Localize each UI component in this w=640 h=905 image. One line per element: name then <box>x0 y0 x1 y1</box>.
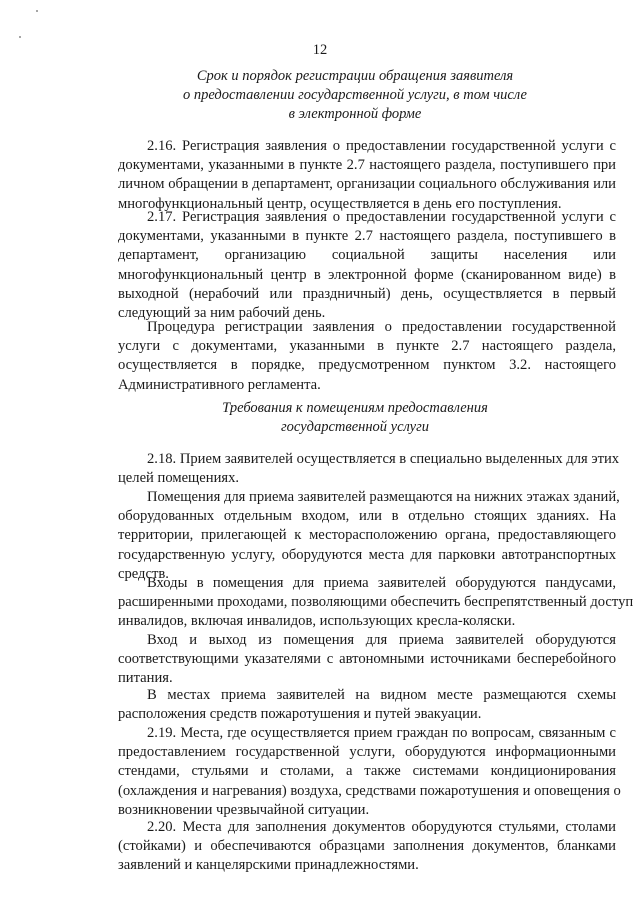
paragraph-line: территории, прилегающей к месторасположению органа, предоставляющего <box>118 527 616 544</box>
heading-line: о предоставлении государственной услуги, в том числе <box>182 87 527 103</box>
paragraph-2-20 <box>118 818 616 876</box>
paragraph-line: осуществляется в порядке, предусмотренном пунктом 3.2. настоящего <box>118 357 616 374</box>
paragraph-line: предоставлением государственной услуги, оборудуются информационными <box>118 744 616 761</box>
paragraph-2-18 <box>118 450 620 488</box>
paragraph-line: питания. <box>118 670 173 687</box>
paragraph-line: оборудованных отдельным входом, или в отдельно стоящих зданиях. На <box>118 508 616 525</box>
paragraph-line: соответствующими указателями с автономными источниками бесперебойного <box>118 651 616 668</box>
paragraph-line: департамент, организацию социальной защиты населения или <box>118 247 616 264</box>
paragraph-2-19 <box>118 724 621 820</box>
paragraph-line: 2.18. Прием заявителей осуществляется в специально выделенных для этих <box>147 451 620 467</box>
paragraph-line: стендами, стульями и столами, а также системами кондиционирования <box>118 763 616 780</box>
paragraph-line: государственную услугу, оборудуются места для парковки автотранспортных <box>118 546 616 563</box>
paragraph-line: заявлений и канцелярскими принадлежностями. <box>118 857 419 874</box>
paragraph-line: инвалидов, включая инвалидов, использующих кресла-коляски. <box>118 613 516 630</box>
paragraph-entrances <box>118 574 634 632</box>
paragraph-entry-exit <box>118 631 616 689</box>
paragraph-line: В местах приема заявителей на видном месте размещаются схемы <box>147 687 616 703</box>
paragraph-line: Процедура регистрации заявления о предоставлении государственной <box>147 319 616 335</box>
paragraph-line: документами, указанными в пункте 2.7 настоящего раздела, поступившего при <box>118 157 616 174</box>
paragraph-2-17 <box>118 208 616 323</box>
paragraph-line: многофункциональный центр, осуществляется в день его поступления. <box>118 195 562 212</box>
paragraph-line: возникновении чрезвычайной ситуации. <box>118 801 370 818</box>
page-number: 12 <box>312 42 328 58</box>
section-heading-registration <box>150 67 560 124</box>
paragraph-line: Помещения для приема заявителей размещаются на нижних этажах зданий, <box>147 489 620 505</box>
paragraph-line: 2.17. Регистрация заявления о предоставлении государственной услуги с <box>147 209 616 225</box>
heading-line: Срок и порядок регистрации обращения заявителя <box>196 68 514 84</box>
paragraph-line: расширенными проходами, позволяющими обеспечить беспрепятственный доступ <box>118 594 634 611</box>
paragraph-premises-location <box>118 488 620 584</box>
scan-speck <box>19 36 21 38</box>
paragraph-evacuation-schemes <box>118 686 616 724</box>
heading-line: Требования к помещениям предоставления <box>222 400 488 416</box>
paragraph-line: (стойками) и обеспечиваются образцами заполнения документов, бланками <box>118 838 616 855</box>
paragraph-line: (охлаждения и нагревания) воздуха, средствами пожаротушения и оповещения о <box>118 782 621 799</box>
paragraph-line: целей помещениях. <box>118 470 240 487</box>
section-heading-premises <box>150 399 560 437</box>
paragraph-line: Входы в помещения для приема заявителей оборудуются пандусами, <box>147 575 616 591</box>
paragraph-line: выходной (нерабочий или праздничный) день, осуществляется в первый <box>118 285 616 302</box>
scan-speck <box>36 10 38 12</box>
paragraph-line: документами, указанными в пункте 2.7 настоящего раздела, поступившего в <box>118 228 616 245</box>
paragraph-line: следующий за ним рабочий день. <box>118 305 326 322</box>
paragraph-line: 2.16. Регистрация заявления о предоставлении государственной услуги с <box>147 138 616 154</box>
paragraph-line: многофункциональный центр в электронной форме (сканированном виде) в <box>118 266 616 283</box>
paragraph-line: Вход и выход из помещения для приема заявителей оборудуются <box>147 632 616 648</box>
paragraph-procedure <box>118 318 616 395</box>
paragraph-line: 2.19. Места, где осуществляется прием граждан по вопросам, связанным с <box>147 725 616 741</box>
paragraph-line: 2.20. Места для заполнения документов оборудуются стульями, столами <box>147 819 616 835</box>
paragraph-line: Административного регламента. <box>118 376 321 393</box>
paragraph-2-16 <box>118 137 616 214</box>
paragraph-line: расположения средств пожаротушения и путей эвакуации. <box>118 706 482 723</box>
paragraph-line: средств. <box>118 565 169 582</box>
heading-line: государственной услуги <box>281 419 429 435</box>
heading-line: в электронной форме <box>288 106 422 122</box>
paragraph-line: услуги с документами, указанными в пункте 2.7 настоящего раздела, <box>118 338 616 355</box>
paragraph-line: личном обращении в департамент, организации социального обслуживания или <box>118 176 616 193</box>
